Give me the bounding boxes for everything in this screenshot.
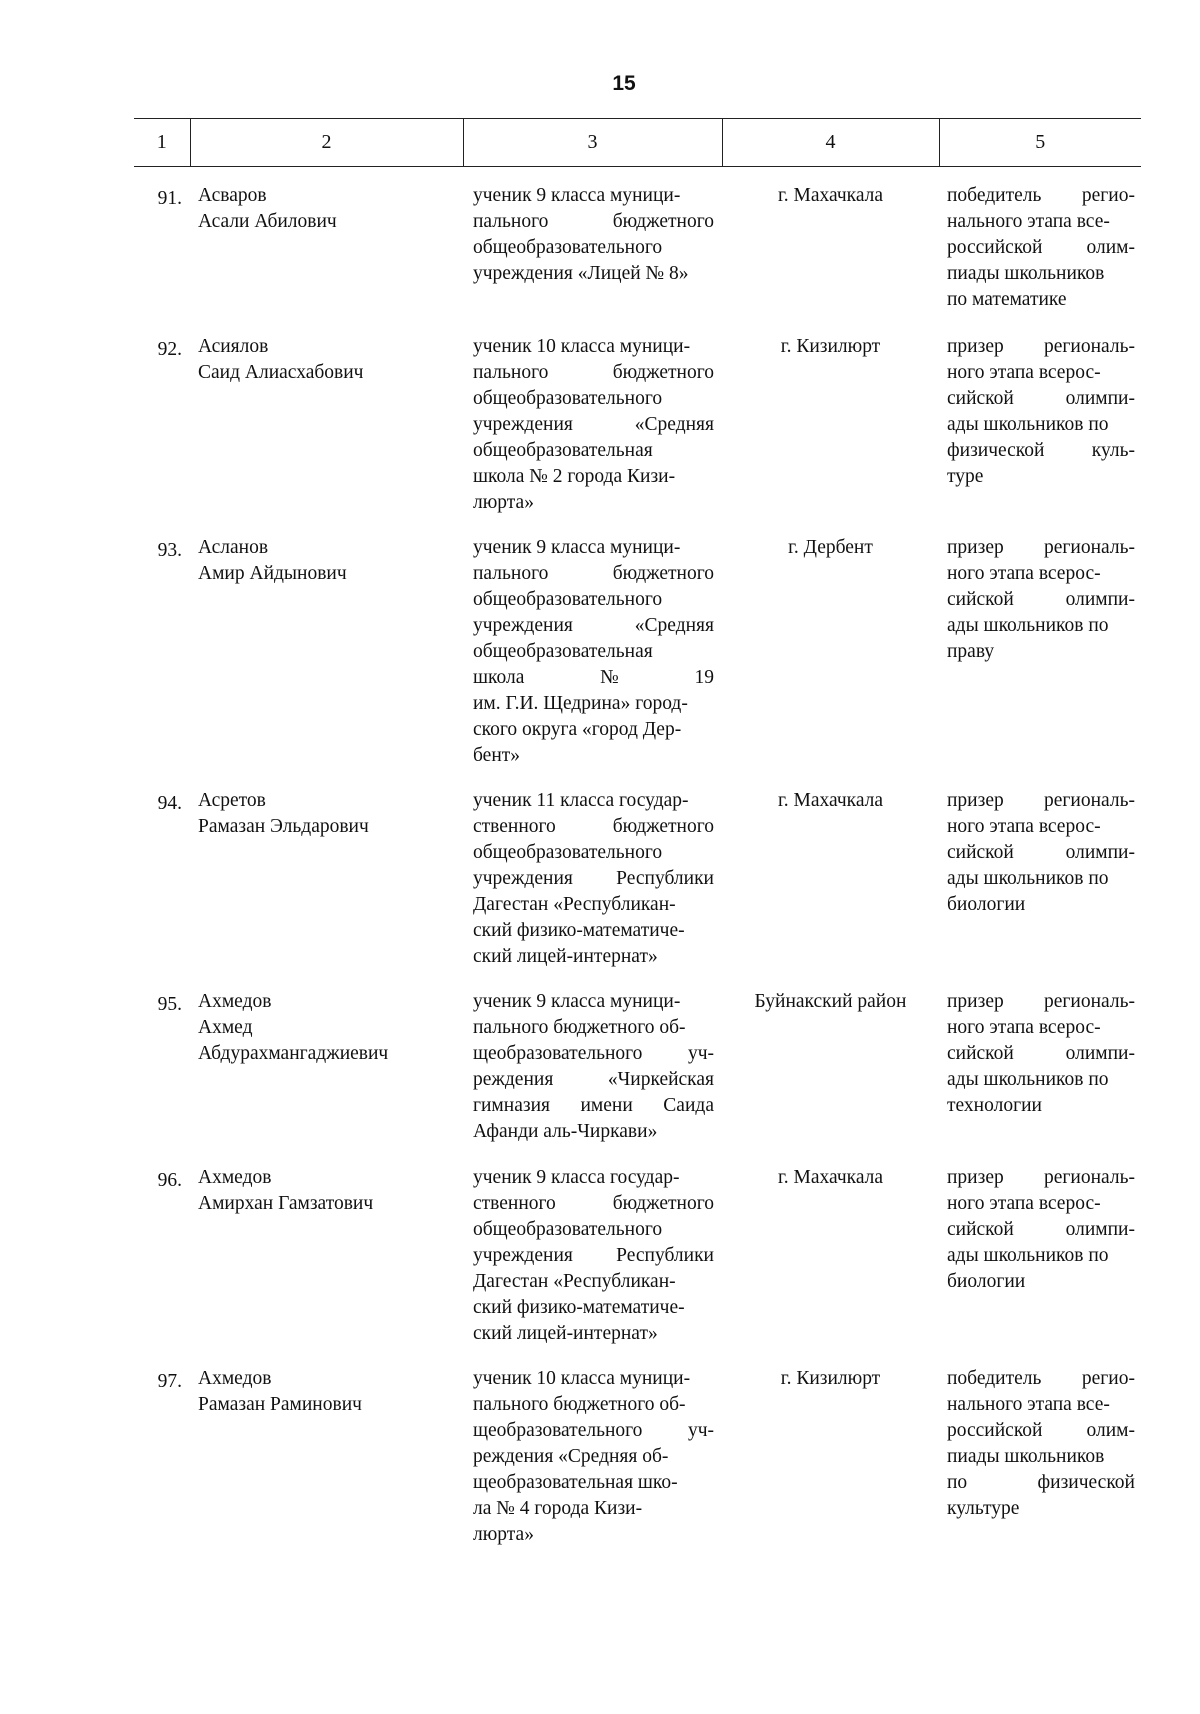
- column-number-row: [134, 119, 1141, 167]
- school-line: пального бюджетного об-: [473, 1393, 686, 1415]
- achievement-line: [947, 1470, 1135, 1496]
- achievement-line-word: олимпи-: [1065, 387, 1135, 409]
- achievement-line: [947, 788, 1135, 814]
- achievement-line: [947, 235, 1135, 261]
- achievement-line-word: по: [947, 1471, 968, 1493]
- achievement-line-word: региональ-: [1044, 335, 1135, 357]
- school-line-word: бюджетного: [612, 211, 714, 232]
- achievement-line: ады школьников по: [947, 413, 1109, 435]
- school-line-word: имени: [580, 1094, 633, 1116]
- achievement-line-word: региональ-: [1044, 1166, 1135, 1188]
- school-line: ученик 9 класса государ-: [473, 1166, 680, 1188]
- student-name-line: Асретов: [198, 789, 266, 811]
- achievement-line-word: сийской: [947, 588, 1014, 610]
- school-line: [473, 1067, 714, 1093]
- achievement-line-word: призер: [947, 1166, 1004, 1188]
- table-row: [134, 519, 1141, 772]
- school-description: [463, 318, 722, 519]
- achievement-line-word: олим-: [1086, 1419, 1135, 1441]
- achievement-line-word: российской: [947, 237, 1043, 258]
- school-line-word: «Средняя: [634, 614, 714, 636]
- school-line-word: учреждения: [473, 413, 573, 435]
- achievement-line-word: призер: [947, 335, 1004, 357]
- school-line: [473, 209, 714, 235]
- school-line-word: школа: [473, 666, 525, 688]
- table-row: [134, 318, 1141, 519]
- school-line: учреждения «Лицей № 8»: [473, 263, 689, 284]
- school-line-word: уч-: [687, 1419, 714, 1441]
- school-line: [473, 1093, 714, 1119]
- school-line: [473, 1243, 714, 1269]
- achievement: [939, 1350, 1141, 1570]
- achievement-line-word: региональ-: [1044, 536, 1135, 558]
- achievement-line: [947, 386, 1135, 412]
- student-name-line: Асиялов: [198, 335, 269, 357]
- school-line-word: щеобразовательного: [473, 1419, 643, 1441]
- achievement-line-word: олимпи-: [1065, 1218, 1135, 1240]
- student-name-line: Абдурахмангаджиевич: [198, 1042, 389, 1064]
- school-line-word: «Средняя: [634, 413, 714, 435]
- school-line: ученик 9 класса муници-: [473, 990, 681, 1012]
- school-line-word: «Чиркейская: [607, 1068, 714, 1090]
- achievement-line-word: сийской: [947, 1042, 1014, 1064]
- school-line-word: пального: [473, 211, 549, 232]
- achievement-line-word: куль-: [1091, 439, 1135, 461]
- location: г. Махачкала: [777, 1166, 884, 1188]
- achievement-line-word: олимпи-: [1065, 588, 1135, 610]
- school-line: общеобразовательного: [473, 387, 663, 409]
- achievement-line-word: сийской: [947, 841, 1014, 863]
- school-line-word: учреждения: [473, 614, 573, 636]
- student-name: [190, 1350, 463, 1570]
- achievement-line-word: призер: [947, 536, 1004, 558]
- school-line: ский физико-математиче-: [473, 1296, 685, 1318]
- school-line: Дагестан «Республикан-: [473, 893, 676, 915]
- school-line-word: гимназия: [473, 1094, 550, 1116]
- row-number: 96.: [157, 1169, 182, 1191]
- school-line: [473, 866, 714, 892]
- school-line: общеобразовательная: [473, 640, 653, 662]
- row-number: 94.: [157, 792, 182, 814]
- achievement-line: [947, 535, 1135, 561]
- student-name-line: Рамазан Раминович: [198, 1393, 362, 1415]
- school-description: [463, 1149, 722, 1350]
- student-name: [190, 973, 463, 1149]
- school-line: ский физико-математиче-: [473, 919, 685, 941]
- achievement-line: культуре: [947, 1497, 1020, 1519]
- achievement-line: [947, 1366, 1135, 1392]
- school-line: [473, 360, 714, 386]
- school-line-word: щеобразовательного: [473, 1042, 643, 1064]
- table-row: [134, 1149, 1141, 1350]
- school-line: им. Г.И. Щедрина» город-: [473, 692, 688, 714]
- achievement-line: нального этапа все-: [947, 1393, 1110, 1415]
- achievement-line-word: призер: [947, 789, 1004, 811]
- student-name-line: Амирхан Гамзатович: [198, 1192, 374, 1214]
- achievement-line-word: российской: [947, 1419, 1043, 1441]
- achievement-line: нального этапа все-: [947, 211, 1110, 232]
- column-header-5: 5: [939, 119, 1141, 167]
- location: г. Махачкала: [777, 789, 884, 811]
- location: г. Дербент: [788, 536, 873, 558]
- school-line: люрта»: [473, 491, 534, 513]
- school-line: ученик 10 класса муници-: [473, 335, 691, 357]
- school-line: [473, 613, 714, 639]
- achievement-line: пиады школьников: [947, 1445, 1105, 1467]
- achievement-line: [947, 438, 1135, 464]
- student-name-line: Ахмедов: [198, 990, 272, 1012]
- school-line: ский лицей-интернат»: [473, 945, 658, 967]
- achievement-line-word: олимпи-: [1065, 1042, 1135, 1064]
- school-line-word: 19: [694, 666, 714, 688]
- school-line: люрта»: [473, 1523, 534, 1545]
- school-line: Афанди аль-Чиркави»: [473, 1120, 658, 1142]
- school-line-word: учреждения: [473, 867, 573, 889]
- school-line: [473, 665, 714, 691]
- student-name-line: Асваров: [198, 185, 267, 206]
- school-line: ский лицей-интернат»: [473, 1322, 658, 1344]
- row-number: 92.: [157, 338, 182, 360]
- achievement-line: ного этапа всерос-: [947, 815, 1101, 837]
- achievement-line-word: олим-: [1086, 237, 1135, 258]
- school-line: ского округа «город Дер-: [473, 718, 682, 740]
- student-name-line: Асланов: [198, 536, 269, 558]
- achievement-line: ады школьников по: [947, 1244, 1109, 1266]
- school-line: [473, 1041, 714, 1067]
- school-line: [473, 561, 714, 587]
- school-line-word: уч-: [687, 1042, 714, 1064]
- achievement-line: ады школьников по: [947, 614, 1109, 636]
- achievement: [939, 1149, 1141, 1350]
- location: г. Кизилюрт: [780, 1367, 881, 1389]
- table-body: [134, 167, 1141, 1570]
- school-line: ла № 4 города Кизи-: [473, 1497, 643, 1519]
- school-line: ученик 9 класса муници-: [473, 185, 681, 206]
- column-header-3: 3: [463, 119, 722, 167]
- table-row: [134, 973, 1141, 1149]
- school-line: щеобразовательная шко-: [473, 1471, 678, 1493]
- student-name-line: Ахмедов: [198, 1367, 272, 1389]
- table-row: [134, 1350, 1141, 1570]
- location: г. Кизилюрт: [780, 335, 881, 357]
- achievement-line-word: физической: [1037, 1471, 1135, 1493]
- student-name-line: Рамазан Эльдарович: [198, 815, 369, 837]
- achievement-line: [947, 334, 1135, 360]
- achievement-line-word: регио-: [1081, 1367, 1135, 1389]
- location: Буйнакский район: [754, 990, 907, 1012]
- achievement-line: ады школьников по: [947, 867, 1109, 889]
- page-number: 15: [612, 72, 636, 95]
- school-description: [463, 167, 722, 318]
- school-line: [473, 814, 714, 840]
- achievement-line: технологии: [947, 1094, 1042, 1116]
- column-header-2: 2: [190, 119, 463, 167]
- achievement-line: праву: [947, 640, 995, 662]
- column-header-1: 1: [134, 119, 190, 167]
- school-description: [463, 973, 722, 1149]
- student-name-line: Асали Абилович: [198, 211, 337, 232]
- school-line: общеобразовательного: [473, 1218, 663, 1240]
- achievement-line-word: победитель: [947, 1367, 1042, 1389]
- school-description: [463, 772, 722, 973]
- achievement-line: ного этапа всерос-: [947, 1192, 1101, 1214]
- school-line-word: №: [600, 666, 619, 688]
- achievement-line: ного этапа всерос-: [947, 1016, 1101, 1038]
- achievement-line-word: региональ-: [1044, 789, 1135, 811]
- school-line: школа № 2 города Кизи-: [473, 465, 676, 487]
- achievement-line: [947, 1165, 1135, 1191]
- student-name: [190, 1149, 463, 1350]
- row-number: 91.: [157, 188, 182, 209]
- achievement: [939, 973, 1141, 1149]
- column-header-4: 4: [722, 119, 939, 167]
- school-line-word: ственного: [473, 1192, 556, 1214]
- school-line-word: учреждения: [473, 1244, 573, 1266]
- school-line-word: Саида: [663, 1094, 714, 1116]
- student-name: [190, 167, 463, 318]
- achievement-line-word: регио-: [1081, 185, 1135, 206]
- achievement-line: ного этапа всерос-: [947, 361, 1101, 383]
- student-name-line: Ахмедов: [198, 1166, 272, 1188]
- location: г. Махачкала: [777, 185, 884, 206]
- achievement-line-word: региональ-: [1044, 990, 1135, 1012]
- achievement-line-word: победитель: [947, 185, 1042, 206]
- achievement-line: [947, 183, 1135, 209]
- achievement-line: [947, 1418, 1135, 1444]
- school-line: ученик 10 класса муници-: [473, 1367, 691, 1389]
- student-name: [190, 519, 463, 772]
- achievement-line-word: олимпи-: [1065, 841, 1135, 863]
- achievement-line-word: сийской: [947, 387, 1014, 409]
- school-line: общеобразовательного: [473, 841, 663, 863]
- school-line: [473, 1191, 714, 1217]
- achievement-line-word: сийской: [947, 1218, 1014, 1240]
- school-line-word: бюджетного: [612, 815, 714, 837]
- school-line: бент»: [473, 744, 521, 766]
- table-row: [134, 772, 1141, 973]
- student-name: [190, 318, 463, 519]
- school-line: общеобразовательная: [473, 439, 653, 461]
- school-description: [463, 1350, 722, 1570]
- school-line-word: пального: [473, 562, 549, 584]
- achievement-line-word: призер: [947, 990, 1004, 1012]
- achievement-line: [947, 1217, 1135, 1243]
- student-name-line: Амир Айдынович: [198, 562, 347, 584]
- school-description: [463, 519, 722, 772]
- student-name-line: Ахмед: [198, 1016, 253, 1038]
- school-line: пального бюджетного об-: [473, 1016, 686, 1038]
- achievement: [939, 167, 1141, 318]
- student-name-line: Саид Алиасхабович: [198, 361, 364, 383]
- school-line: реждения «Средняя об-: [473, 1445, 669, 1467]
- school-line: Дагестан «Республикан-: [473, 1270, 676, 1292]
- achievement-line: по математике: [947, 289, 1067, 310]
- school-line: [473, 412, 714, 438]
- achievement-line: [947, 989, 1135, 1015]
- table-row: [134, 167, 1141, 318]
- achievement-line: биологии: [947, 1270, 1026, 1292]
- school-line-word: пального: [473, 361, 549, 383]
- school-line-word: бюджетного: [612, 361, 714, 383]
- school-line-word: бюджетного: [612, 562, 714, 584]
- student-name: [190, 772, 463, 973]
- achievement-line: ады школьников по: [947, 1068, 1109, 1090]
- achievement: [939, 519, 1141, 772]
- school-line: общеобразовательного: [473, 237, 663, 258]
- awardees-table: [134, 118, 1141, 1570]
- school-line-word: Республики: [616, 1244, 714, 1266]
- school-line-word: ственного: [473, 815, 556, 837]
- achievement-line: ного этапа всерос-: [947, 562, 1101, 584]
- school-line-word: Республики: [616, 867, 714, 889]
- achievement-line: [947, 1041, 1135, 1067]
- row-number: 95.: [157, 993, 182, 1015]
- school-line: ученик 9 класса муници-: [473, 536, 681, 558]
- achievement: [939, 772, 1141, 973]
- school-line: [473, 1418, 714, 1444]
- school-line-word: бюджетного: [612, 1192, 714, 1214]
- achievement-line: биологии: [947, 893, 1026, 915]
- school-line: ученик 11 класса государ-: [473, 789, 689, 811]
- row-number: 97.: [157, 1370, 182, 1392]
- achievement-line: [947, 587, 1135, 613]
- achievement-line: [947, 840, 1135, 866]
- row-number: 93.: [157, 539, 182, 561]
- achievement: [939, 318, 1141, 519]
- achievement-line: туре: [947, 465, 984, 487]
- school-line: общеобразовательного: [473, 588, 663, 610]
- achievement-line-word: физической: [947, 439, 1045, 461]
- school-line-word: реждения: [473, 1068, 554, 1090]
- achievement-line: пиады школьников: [947, 263, 1105, 284]
